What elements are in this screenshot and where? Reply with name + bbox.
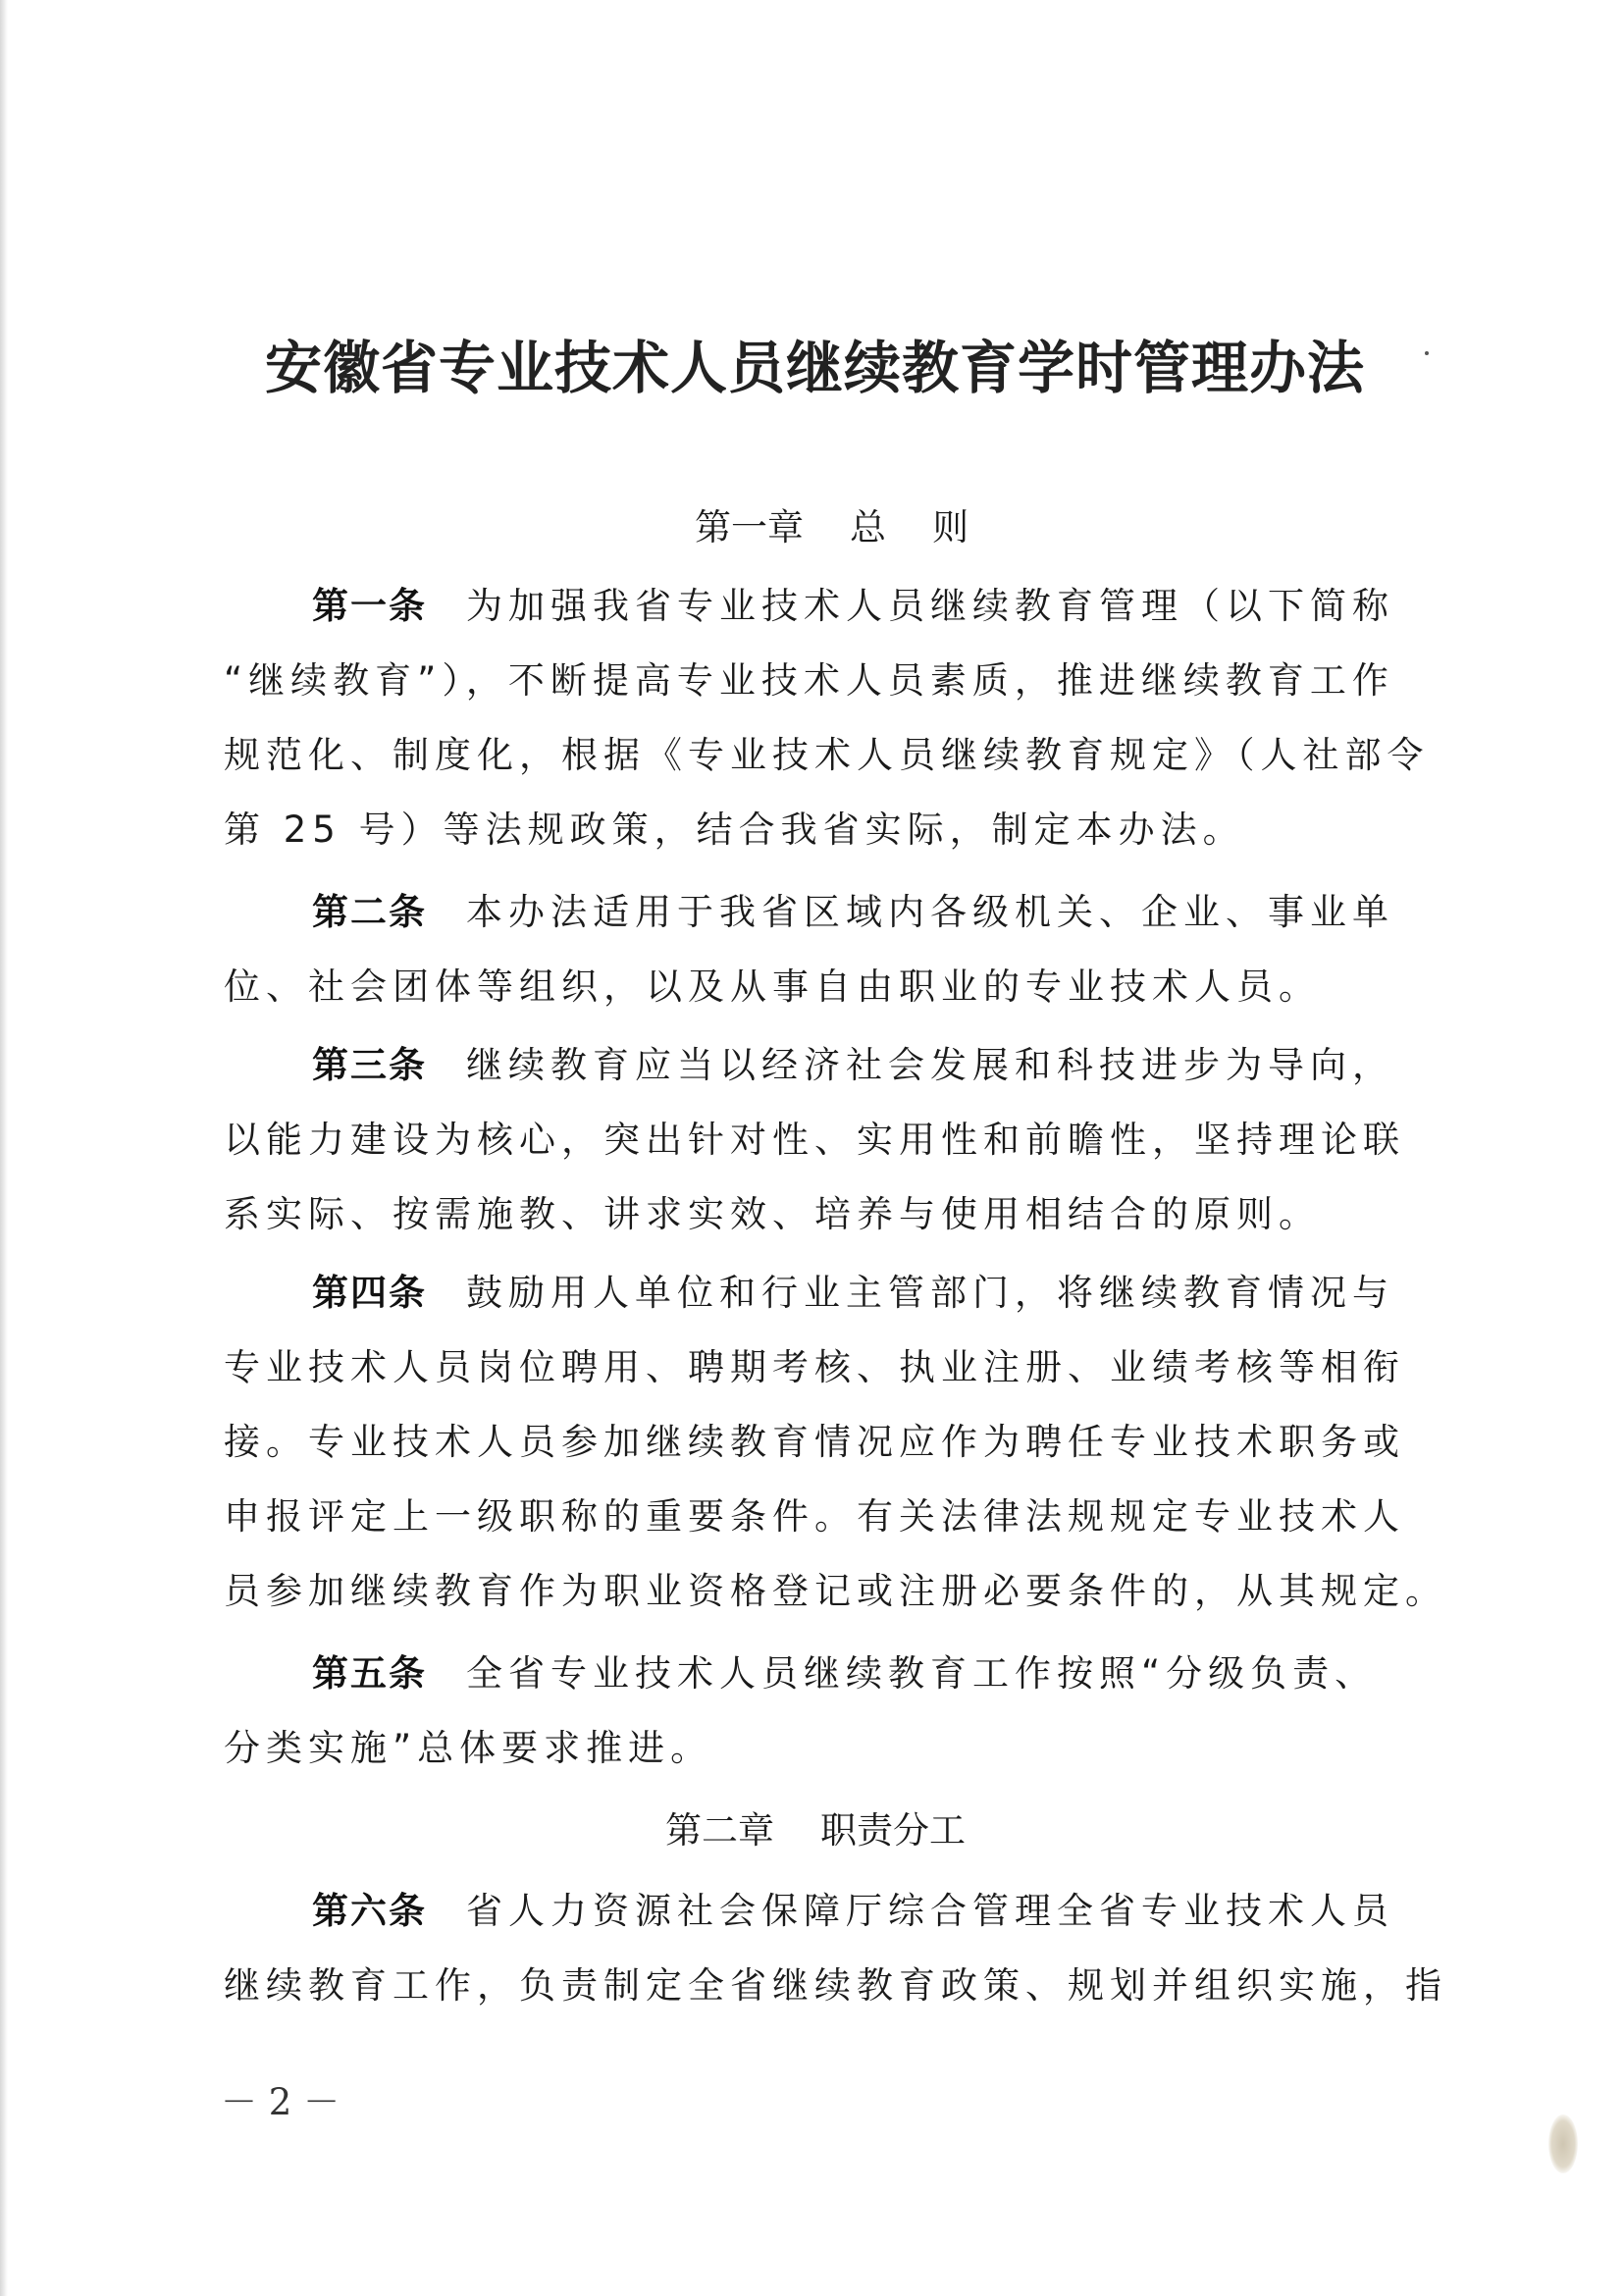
document-title: 安徽省专业技术人员继续教育学时管理办法 <box>265 335 1366 401</box>
article-6-line-1 <box>312 1882 1394 1941</box>
article-1-text-1: 为加强我省专业技术人员继续教育管理（以下简称 <box>466 585 1394 627</box>
article-2-text-1: 本办法适用于我省区域内各级机关、企业、事业单 <box>466 891 1394 933</box>
article-5-line-2: 分类实施”总体要求推进。 <box>224 1727 713 1769</box>
scan-speck <box>1425 351 1429 355</box>
article-1-line-4: 第 25 号）等法规政策，结合我省实际，制定本办法。 <box>224 809 1245 851</box>
article-4-text-1: 鼓励用人单位和行业主管部门，将继续教育情况与 <box>466 1272 1394 1314</box>
chapter-1-heading: 第一章 总 则 <box>695 506 969 548</box>
article-3-line-3: 系实际、按需施教、讲求实效、培养与使用相结合的原则。 <box>224 1193 1321 1235</box>
article-6-head: 第六条 <box>312 1890 427 1932</box>
article-2-head: 第二条 <box>312 891 427 933</box>
article-1-line-2: “继续教育”），不断提高专业技术人员素质，推进继续教育工作 <box>224 659 1394 702</box>
article-4-head: 第四条 <box>312 1272 427 1314</box>
article-3-line-1 <box>312 1036 1394 1095</box>
article-6-text-1: 省人力资源社会保障厅综合管理全省专业技术人员 <box>466 1890 1394 1932</box>
article-1-line-1 <box>312 577 1394 636</box>
article-5-text-1: 全省专业技术人员继续教育工作按照“分级负责、 <box>466 1652 1378 1695</box>
article-3-head: 第三条 <box>312 1044 427 1086</box>
article-5-head: 第五条 <box>312 1652 427 1695</box>
article-3-line-2: 以能力建设为核心，突出针对性、实用性和前瞻性，坚持理论联 <box>224 1119 1405 1161</box>
article-5-line-1 <box>312 1644 1377 1703</box>
article-4-line-2: 专业技术人员岗位聘用、聘期考核、执业注册、业绩考核等相衔 <box>224 1346 1405 1388</box>
article-3-text-1: 继续教育应当以经济社会发展和科技进步为导向， <box>466 1044 1394 1086</box>
article-6-line-2: 继续教育工作，负责制定全省继续教育政策、规划并组织实施，指 <box>224 1964 1447 2007</box>
article-2-line-2: 位、社会团体等组织，以及从事自由职业的专业技术人员。 <box>224 965 1321 1008</box>
chapter-2-heading: 第二章 职责分工 <box>665 1809 967 1852</box>
page-number: － 2 － <box>221 2081 340 2123</box>
article-4-line-1 <box>312 1264 1394 1323</box>
article-2-line-1 <box>312 883 1394 942</box>
article-1-head: 第一条 <box>312 585 427 627</box>
article-4-line-3: 接。专业技术人员参加继续教育情况应作为聘任专业技术职务或 <box>224 1421 1405 1463</box>
article-4-line-5: 员参加继续教育作为职业资格登记或注册必要条件的，从其规定。 <box>224 1570 1447 1612</box>
scan-smudge <box>1548 2114 1578 2173</box>
article-4-line-4: 申报评定上一级职称的重要条件。有关法律法规规定专业技术人 <box>224 1495 1405 1538</box>
scan-edge <box>0 0 8 2296</box>
article-1-line-3: 规范化、制度化，根据《专业技术人员继续教育规定》（人社部令 <box>224 734 1430 776</box>
